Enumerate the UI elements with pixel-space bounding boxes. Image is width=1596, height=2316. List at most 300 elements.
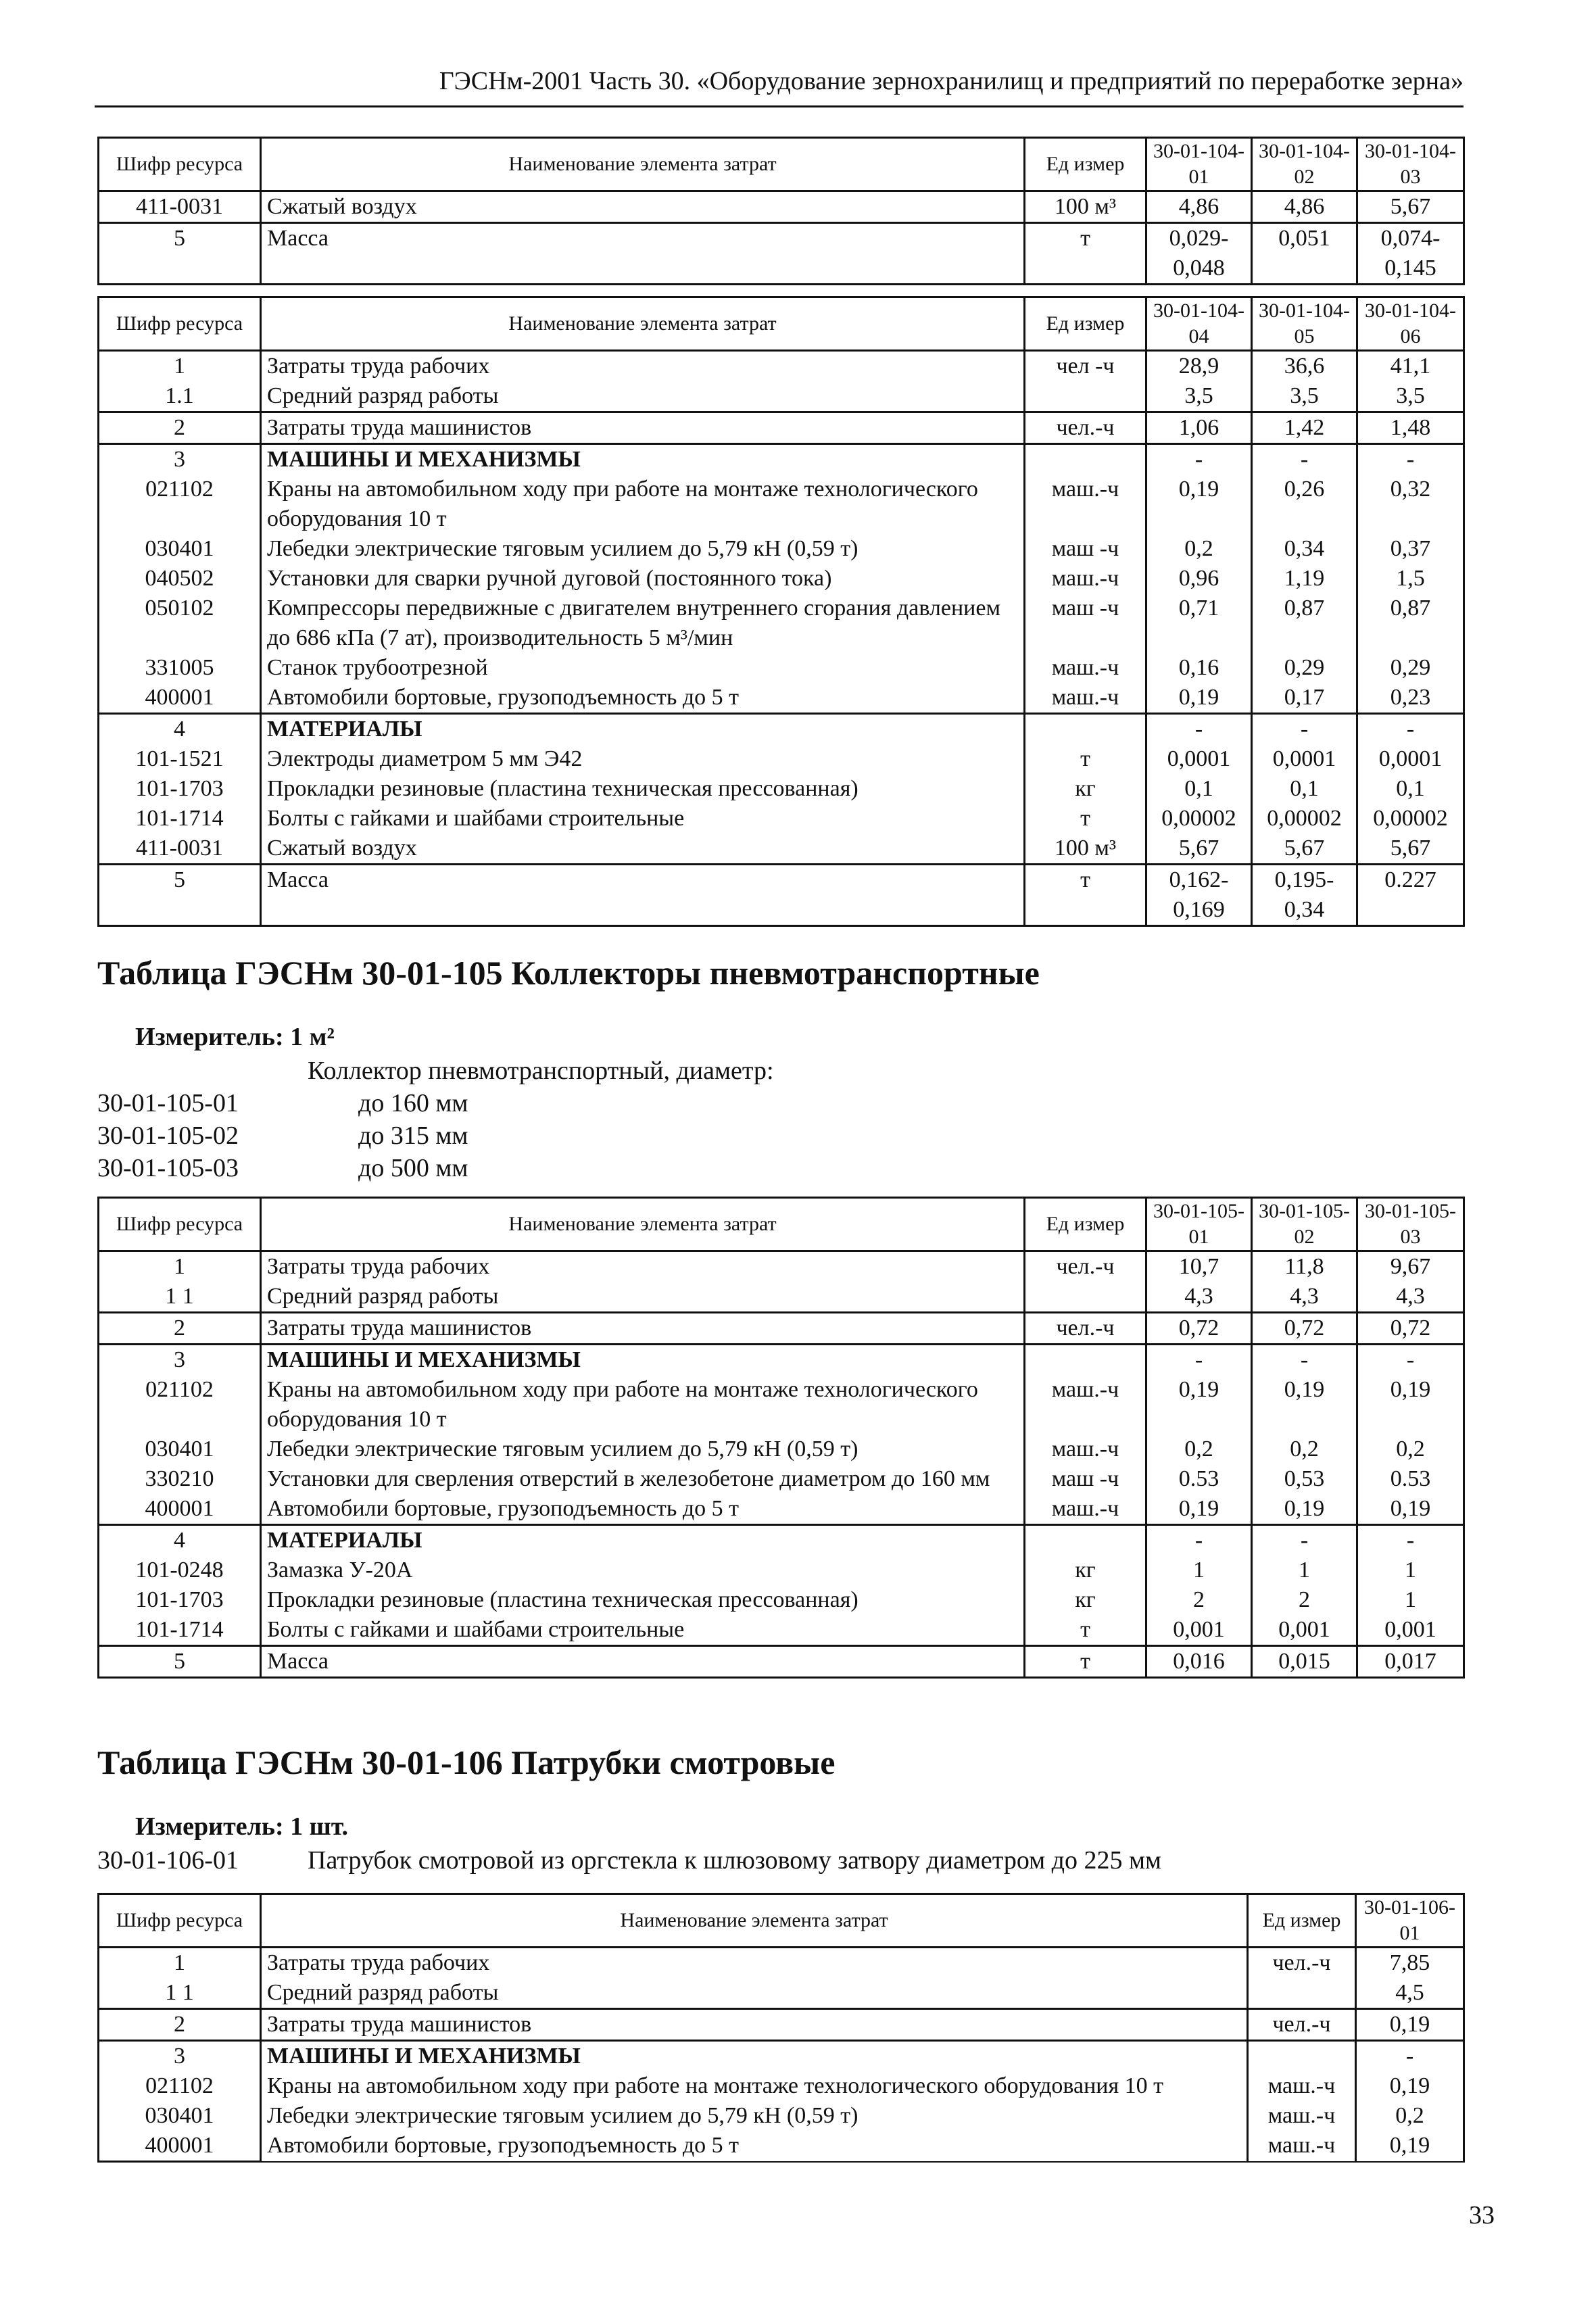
item-code: 30-01-105-01 (97, 1089, 239, 1117)
cost-element-name: Автомобили бортовые, грузоподъемность до 5 т (261, 2131, 1248, 2162)
resource-code: 400001 (99, 2131, 261, 2162)
unit-cell: чел.-ч (1025, 1251, 1146, 1282)
table-row (99, 865, 1464, 926)
norm-value: - (1146, 444, 1252, 475)
cost-element-name: Краны на автомобильном ходу при работе на монтаже технологического оборудования 10 т (261, 475, 1025, 534)
table-106-item-code: 30-01-106-01 (97, 1846, 239, 1875)
table-row (99, 683, 1464, 714)
norm-value: 5,67 (1357, 191, 1464, 223)
norm-value: 0,19 (1252, 1494, 1357, 1525)
cost-element-name: Болты с гайками и шайбами строительные (261, 1615, 1025, 1646)
cost-element-name: Автомобили бортовые, грузоподъемность до 5 т (261, 683, 1025, 714)
resource-code: 030401 (99, 534, 261, 564)
resource-code: 4 (99, 1525, 261, 1556)
table-row (99, 1251, 1464, 1282)
norm-value: 0,1 (1357, 774, 1464, 804)
norm-value: 0,2 (1146, 1434, 1252, 1464)
resource-code: 101-1703 (99, 1585, 261, 1615)
table-row (99, 1494, 1464, 1525)
norm-value: 3,5 (1146, 381, 1252, 412)
cost-element-name: Прокладки резиновые (пластина техническая прессованная) (261, 774, 1025, 804)
norm-value: - (1146, 714, 1252, 745)
col-header-norm: 30-01-104-04 (1146, 297, 1252, 351)
resource-code: 3 (99, 2041, 261, 2072)
norm-value: 0,00002 (1252, 804, 1357, 834)
unit-cell: маш.-ч (1248, 2101, 1356, 2131)
norm-value: 0,16 (1146, 653, 1252, 683)
norm-value: 0,1 (1252, 774, 1357, 804)
col-header-code: Шифр ресурса (99, 138, 261, 191)
resource-code: 030401 (99, 1434, 261, 1464)
norm-value: 0,19 (1146, 475, 1252, 534)
norm-value: - (1357, 444, 1464, 475)
norm-value: 0,19 (1146, 1375, 1252, 1434)
norm-value: 2 (1252, 1585, 1357, 1615)
resource-code: 1 (99, 1948, 261, 1979)
norm-value: 36,6 (1252, 351, 1357, 382)
unit-cell: кг (1025, 774, 1146, 804)
resource-code: 1 1 (99, 1282, 261, 1313)
cost-element-name: Электроды диаметром 5 мм Э42 (261, 744, 1025, 774)
resource-code: 1.1 (99, 381, 261, 412)
unit-cell (1248, 1978, 1356, 2009)
unit-cell (1025, 1282, 1146, 1313)
table-105-intro: Коллектор пневмотранспортный, диаметр: (308, 1057, 774, 1085)
norm-value: - (1252, 444, 1357, 475)
resource-code: 330210 (99, 1464, 261, 1494)
norm-value: 1,19 (1252, 564, 1357, 594)
item-diameter: до 160 мм (358, 1089, 468, 1117)
norm-value: 0.53 (1146, 1464, 1252, 1494)
norm-value: 1,48 (1357, 412, 1464, 444)
table-row (99, 1948, 1464, 1979)
cost-element-name: Болты с гайками и шайбами строительные (261, 804, 1025, 834)
unit-cell (1025, 1345, 1146, 1376)
col-header-code: Шифр ресурса (99, 1894, 261, 1948)
norm-value: 0,72 (1252, 1313, 1357, 1345)
resource-code: 101-0248 (99, 1555, 261, 1585)
norm-value: 0,53 (1252, 1464, 1357, 1494)
col-header-name: Наименование элемента затрат (261, 138, 1025, 191)
resource-code: 3 (99, 444, 261, 475)
measure-value: 1 м² (290, 1023, 335, 1051)
norm-value: 4,86 (1252, 191, 1357, 223)
norm-value: 10,7 (1146, 1251, 1252, 1282)
item-code: 30-01-105-03 (97, 1154, 239, 1182)
item-diameter: до 315 мм (358, 1121, 468, 1150)
cost-element-name: Прокладки резиновые (пластина техническая прессованная) (261, 1585, 1025, 1615)
norm-value: 0,29 (1252, 653, 1357, 683)
resource-table-106 (97, 1893, 1465, 2163)
resource-code: 3 (99, 1345, 261, 1376)
header-row (99, 1894, 1464, 1948)
unit-cell: маш.-ч (1248, 2071, 1356, 2101)
norm-value: 1,42 (1252, 412, 1357, 444)
norm-value: 1 (1252, 1555, 1357, 1585)
resource-code: 4 (99, 714, 261, 745)
table-row (99, 744, 1464, 774)
resource-code: 101-1714 (99, 804, 261, 834)
norm-value: 1,5 (1357, 564, 1464, 594)
table-106-measure (135, 1812, 348, 1841)
norm-value: 0,051 (1252, 223, 1357, 285)
table-row (99, 834, 1464, 865)
cost-element-name: Лебедки электрические тяговым усилием до 5,79 кН (0,59 т) (261, 534, 1025, 564)
norm-value: - (1146, 1525, 1252, 1556)
table-row (99, 594, 1464, 653)
unit-cell: маш.-ч (1025, 1494, 1146, 1525)
norm-value: 0,72 (1357, 1313, 1464, 1345)
unit-cell: маш.-ч (1025, 564, 1146, 594)
col-header-code: Шифр ресурса (99, 1198, 261, 1251)
unit-cell: маш.-ч (1025, 653, 1146, 683)
unit-cell: чел.-ч (1248, 1948, 1356, 1979)
table-row (99, 1434, 1464, 1464)
cost-element-name: Затраты труда рабочих (261, 1251, 1025, 1282)
norm-value: 0,001 (1146, 1615, 1252, 1646)
unit-cell: 100 м³ (1025, 191, 1146, 223)
norm-value: 4,3 (1252, 1282, 1357, 1313)
cost-element-name: Затраты труда машинистов (261, 412, 1025, 444)
norm-value: 0,87 (1252, 594, 1357, 653)
section-heading: МАТЕРИАЛЫ (261, 714, 1025, 745)
col-header-name: Наименование элемента затрат (261, 1894, 1248, 1948)
resource-code: 021102 (99, 2071, 261, 2101)
norm-value: 0,017 (1357, 1646, 1464, 1678)
unit-cell: чел.-ч (1025, 412, 1146, 444)
header-row (99, 138, 1464, 191)
norm-value: 0,19 (1357, 1375, 1464, 1434)
unit-cell: маш.-ч (1025, 1375, 1146, 1434)
table-row (99, 444, 1464, 475)
resource-code: 400001 (99, 683, 261, 714)
col-header-norm: 30-01-104-03 (1357, 138, 1464, 191)
norm-value: - (1252, 1345, 1357, 1376)
cost-element-name: Средний разряд работы (261, 1978, 1248, 2009)
norm-value: 0,37 (1357, 534, 1464, 564)
col-header-name: Наименование элемента затрат (261, 1198, 1025, 1251)
resource-code: 101-1714 (99, 1615, 261, 1646)
norm-value: 0,72 (1146, 1313, 1252, 1345)
table-row (99, 191, 1464, 223)
measure-value: 1 шт. (290, 1812, 349, 1841)
col-header-name: Наименование элемента затрат (261, 297, 1025, 351)
resource-table-104-a (97, 137, 1465, 285)
resource-code: 101-1521 (99, 744, 261, 774)
section-heading: МАШИНЫ И МЕХАНИЗМЫ (261, 444, 1025, 475)
norm-value: 0,1 (1146, 774, 1252, 804)
norm-value: 0,2 (1357, 1434, 1464, 1464)
unit-cell (1025, 714, 1146, 745)
header-row (99, 1198, 1464, 1251)
norm-value: 0,23 (1357, 683, 1464, 714)
cost-element-name: Лебедки электрические тяговым усилием до 5,79 кН (0,59 т) (261, 2101, 1248, 2131)
unit-cell: чел.-ч (1248, 2009, 1356, 2041)
resource-code: 1 (99, 1251, 261, 1282)
norm-value: - (1357, 1525, 1464, 1556)
resource-code: 2 (99, 1313, 261, 1345)
norm-value: 5,67 (1252, 834, 1357, 865)
col-header-norm: 30-01-105-02 (1252, 1198, 1357, 1251)
norm-value: - (1357, 1345, 1464, 1376)
table-row (99, 381, 1464, 412)
col-header-code: Шифр ресурса (99, 297, 261, 351)
unit-cell (1025, 381, 1146, 412)
cost-element-name: Масса (261, 865, 1025, 926)
table-row (99, 534, 1464, 564)
unit-cell: чел -ч (1025, 351, 1146, 382)
unit-cell: кг (1025, 1585, 1146, 1615)
norm-value: 0,19 (1252, 1375, 1357, 1434)
item-diameter: до 500 мм (358, 1154, 468, 1182)
cost-element-name: Затраты труда рабочих (261, 351, 1025, 382)
norm-value: 0,19 (1356, 2131, 1464, 2162)
table-row (99, 1313, 1464, 1345)
measure-label: Измеритель: (135, 1812, 284, 1841)
norm-value: 0,71 (1146, 594, 1252, 653)
norm-value: 0.227 (1357, 865, 1464, 926)
norm-value: - (1146, 1345, 1252, 1376)
measure-label: Измеритель: (135, 1023, 284, 1051)
norm-value: 41,1 (1357, 351, 1464, 382)
header-rule (95, 105, 1464, 107)
table-105-measure (135, 1022, 335, 1052)
table-row (99, 774, 1464, 804)
norm-value: 9,67 (1357, 1251, 1464, 1282)
table-row (99, 2131, 1464, 2162)
col-header-norm: 30-01-104-05 (1252, 297, 1357, 351)
section-heading: МАШИНЫ И МЕХАНИЗМЫ (261, 2041, 1248, 2072)
table-105-title: Таблица ГЭСНм 30-01-105 Коллекторы пневмотранспортные (97, 954, 1040, 992)
col-header-norm: 30-01-104-01 (1146, 138, 1252, 191)
norm-value: 0,015 (1252, 1646, 1357, 1678)
header-row (99, 297, 1464, 351)
norm-value: 0,2 (1146, 534, 1252, 564)
table-106-title: Таблица ГЭСНм 30-01-106 Патрубки смотровые (97, 1743, 836, 1781)
col-header-unit: Ед измер (1025, 297, 1146, 351)
norm-value: 0,17 (1252, 683, 1357, 714)
table-row (99, 1646, 1464, 1678)
norm-value: 1,06 (1146, 412, 1252, 444)
table-row (99, 1525, 1464, 1556)
cost-element-name: Установки для сверления отверстий в железобетоне диаметром до 160 мм (261, 1464, 1025, 1494)
table-row (99, 653, 1464, 683)
table-106-item-text: Патрубок смотровой из оргстекла к шлюзовому затвору диаметром до 225 мм (308, 1846, 1162, 1875)
norm-value: 3,5 (1252, 381, 1357, 412)
page-number: 33 (1469, 2201, 1495, 2229)
resource-code: 050102 (99, 594, 261, 653)
norm-value: 4,86 (1146, 191, 1252, 223)
resource-code: 1 (99, 351, 261, 382)
norm-value: 0,34 (1252, 534, 1357, 564)
norm-value: 0,0001 (1252, 744, 1357, 774)
norm-value: - (1252, 1525, 1357, 1556)
norm-value: 7,85 (1356, 1948, 1464, 1979)
col-header-unit: Ед измер (1025, 138, 1146, 191)
unit-cell: т (1025, 865, 1146, 926)
resource-code: 5 (99, 1646, 261, 1678)
cost-element-name: Краны на автомобильном ходу при работе на монтаже технологического оборудования 10 т (261, 2071, 1248, 2101)
resource-code: 2 (99, 2009, 261, 2041)
cost-element-name: Масса (261, 1646, 1025, 1678)
norm-value: 0,0001 (1357, 744, 1464, 774)
item-code: 30-01-105-02 (97, 1121, 239, 1150)
cost-element-name: Средний разряд работы (261, 1282, 1025, 1313)
unit-cell: т (1025, 744, 1146, 774)
resource-code: 331005 (99, 653, 261, 683)
running-header: ГЭСНм-2001 Часть 30. «Оборудование зернохранилищ и предприятий по переработке зерна» (439, 67, 1464, 95)
table-row (99, 1464, 1464, 1494)
table-row (99, 1585, 1464, 1615)
resource-code: 400001 (99, 1494, 261, 1525)
table-row (99, 2041, 1464, 2072)
resource-table-105 (97, 1197, 1465, 1679)
unit-cell: маш.-ч (1025, 475, 1146, 534)
norm-value: 0,0001 (1146, 744, 1252, 774)
norm-value: 1 (1357, 1585, 1464, 1615)
unit-cell: маш.-ч (1025, 683, 1146, 714)
cost-element-name: Затраты труда машинистов (261, 2009, 1248, 2041)
norm-value: 0,19 (1356, 2071, 1464, 2101)
table-row (99, 1282, 1464, 1313)
unit-cell (1025, 444, 1146, 475)
col-header-norm: 30-01-105-03 (1357, 1198, 1464, 1251)
unit-cell: маш.-ч (1025, 1434, 1146, 1464)
norm-value: - (1356, 2041, 1464, 2072)
cost-element-name: Лебедки электрические тяговым усилием до 5,79 кН (0,59 т) (261, 1434, 1025, 1464)
unit-cell: маш -ч (1025, 1464, 1146, 1494)
norm-value: 1 (1357, 1555, 1464, 1585)
norm-value: 0,29 (1357, 653, 1464, 683)
resource-code: 021102 (99, 475, 261, 534)
norm-value: 0,26 (1252, 475, 1357, 534)
resource-code: 411-0031 (99, 834, 261, 865)
norm-value: 2 (1146, 1585, 1252, 1615)
resource-code: 021102 (99, 1375, 261, 1434)
table-row (99, 564, 1464, 594)
cost-element-name: Средний разряд работы (261, 381, 1025, 412)
table-row (99, 412, 1464, 444)
resource-code: 1 1 (99, 1978, 261, 2009)
resource-code: 030401 (99, 2101, 261, 2131)
resource-code: 101-1703 (99, 774, 261, 804)
norm-value: 11,8 (1252, 1251, 1357, 1282)
section-heading: МАТЕРИАЛЫ (261, 1525, 1025, 1556)
norm-value: - (1252, 714, 1357, 745)
table-row (99, 1375, 1464, 1434)
norm-value: 0,001 (1252, 1615, 1357, 1646)
cost-element-name: Станок трубоотрезной (261, 653, 1025, 683)
section-heading: МАШИНЫ И МЕХАНИЗМЫ (261, 1345, 1025, 1376)
unit-cell: т (1025, 804, 1146, 834)
cost-element-name: Компрессоры передвижные с двигателем внутреннего сгорания давлением до 686 кПа (7 ат), производительность 5 м³/мин (261, 594, 1025, 653)
norm-value: 4,5 (1356, 1978, 1464, 2009)
norm-value: 0,074-0,145 (1357, 223, 1464, 285)
table-row (99, 1555, 1464, 1585)
unit-cell (1025, 1525, 1146, 1556)
table-row (99, 714, 1464, 745)
table-row (99, 475, 1464, 534)
norm-value: 0,00002 (1357, 804, 1464, 834)
table-row (99, 1615, 1464, 1646)
cost-element-name: Сжатый воздух (261, 191, 1025, 223)
cost-element-name: Затраты труда рабочих (261, 1948, 1248, 1979)
table-row (99, 223, 1464, 285)
norm-value: 1 (1146, 1555, 1252, 1585)
norm-value: 5,67 (1357, 834, 1464, 865)
norm-value: 0,19 (1146, 683, 1252, 714)
cost-element-name: Затраты труда машинистов (261, 1313, 1025, 1345)
norm-value: 0,87 (1357, 594, 1464, 653)
resource-code: 5 (99, 223, 261, 285)
unit-cell: маш -ч (1025, 534, 1146, 564)
col-header-norm: 30-01-104-02 (1252, 138, 1357, 191)
norm-value: 28,9 (1146, 351, 1252, 382)
resource-code: 5 (99, 865, 261, 926)
unit-cell: т (1025, 223, 1146, 285)
unit-cell: 100 м³ (1025, 834, 1146, 865)
norm-value: - (1357, 714, 1464, 745)
norm-value: 0,2 (1356, 2101, 1464, 2131)
norm-value: 0,19 (1146, 1494, 1252, 1525)
table-row (99, 2071, 1464, 2101)
col-header-norm: 30-01-104-06 (1357, 297, 1464, 351)
norm-value: 4,3 (1146, 1282, 1252, 1313)
unit-cell: маш -ч (1025, 594, 1146, 653)
unit-cell: маш.-ч (1248, 2131, 1356, 2162)
table-row (99, 804, 1464, 834)
norm-value: 0,19 (1357, 1494, 1464, 1525)
norm-value: 4,3 (1357, 1282, 1464, 1313)
resource-table-104-b (97, 296, 1465, 927)
resource-code: 040502 (99, 564, 261, 594)
norm-value: 0,00002 (1146, 804, 1252, 834)
table-row (99, 2009, 1464, 2041)
norm-value: 0,195-0,34 (1252, 865, 1357, 926)
resource-code: 2 (99, 412, 261, 444)
norm-value: 0,162-0,169 (1146, 865, 1252, 926)
norm-value: 0,2 (1252, 1434, 1357, 1464)
col-header-unit: Ед измер (1025, 1198, 1146, 1251)
norm-value: 0,19 (1356, 2009, 1464, 2041)
table-row (99, 1345, 1464, 1376)
unit-cell: кг (1025, 1555, 1146, 1585)
unit-cell (1248, 2041, 1356, 2072)
cost-element-name: Замазка У-20А (261, 1555, 1025, 1585)
cost-element-name: Масса (261, 223, 1025, 285)
norm-value: 5,67 (1146, 834, 1252, 865)
cost-element-name: Установки для сварки ручной дуговой (постоянного тока) (261, 564, 1025, 594)
col-header-norm: 30-01-105-01 (1146, 1198, 1252, 1251)
col-header-norm: 30-01-106-01 (1356, 1894, 1464, 1948)
col-header-unit: Ед измер (1248, 1894, 1356, 1948)
norm-value: 0,001 (1357, 1615, 1464, 1646)
norm-value: 0.53 (1357, 1464, 1464, 1494)
norm-value: 0,96 (1146, 564, 1252, 594)
norm-value: 0,32 (1357, 475, 1464, 534)
unit-cell: т (1025, 1646, 1146, 1678)
unit-cell: т (1025, 1615, 1146, 1646)
cost-element-name: Автомобили бортовые, грузоподъемность до 5 т (261, 1494, 1025, 1525)
table-row (99, 2101, 1464, 2131)
cost-element-name: Краны на автомобильном ходу при работе на монтаже технологического оборудования 10 т (261, 1375, 1025, 1434)
norm-value: 0,016 (1146, 1646, 1252, 1678)
norm-value: 0,029-0,048 (1146, 223, 1252, 285)
cost-element-name: Сжатый воздух (261, 834, 1025, 865)
resource-code: 411-0031 (99, 191, 261, 223)
table-row (99, 351, 1464, 382)
unit-cell: чел.-ч (1025, 1313, 1146, 1345)
